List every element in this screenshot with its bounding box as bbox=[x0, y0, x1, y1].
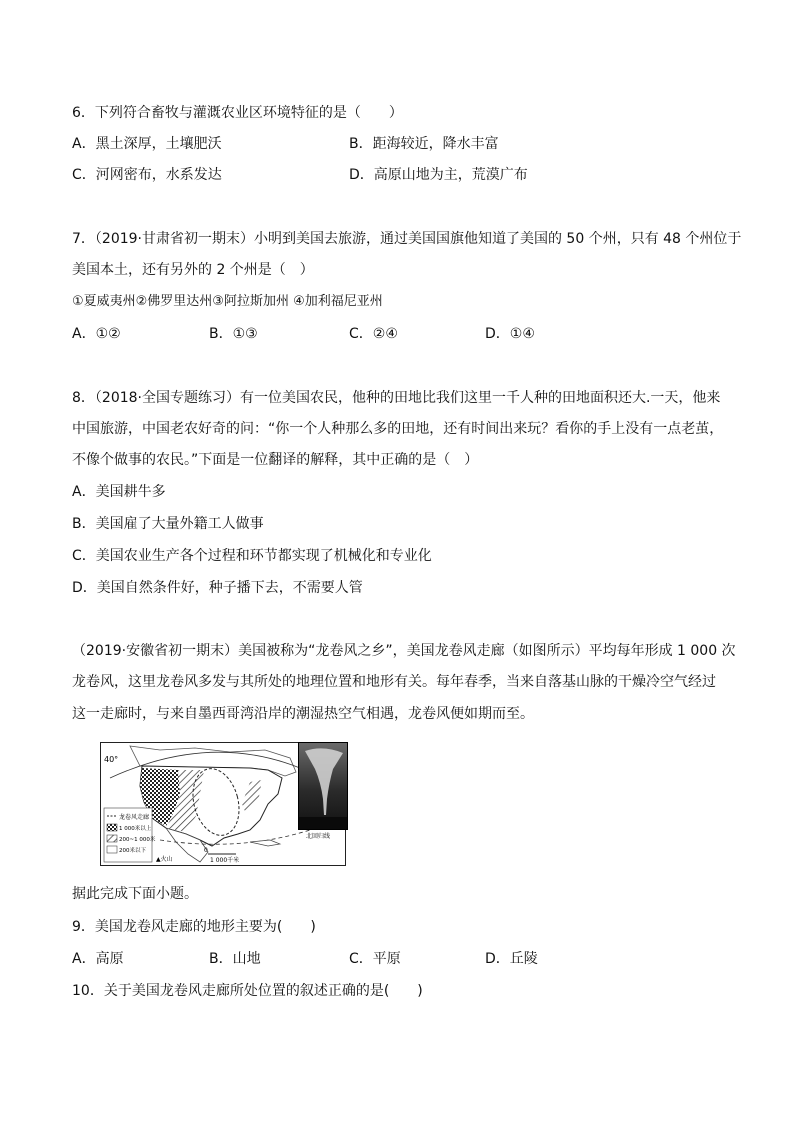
legend-swatch-low bbox=[107, 846, 117, 853]
legend-swatch-mid bbox=[107, 835, 117, 842]
legend-high: 1 000米以上 bbox=[119, 826, 152, 832]
q6-option-c: C．河网密布，水系发达 bbox=[72, 167, 222, 183]
q7-option-b: B．①③ bbox=[209, 326, 258, 342]
q7-stem-line1: 7．（2019·甘肃省初一期末）小明到美国去旅游，通过美国国旗他知道了美国的 50 个州，只有 48 个州位于 bbox=[72, 231, 742, 247]
legend-low: 200米以下 bbox=[119, 848, 146, 854]
q6-option-a: A．黑土深厚，土壤肥沃 bbox=[72, 136, 222, 152]
scale-label: 1 000千米 bbox=[210, 857, 240, 864]
tornado-photo bbox=[298, 742, 348, 830]
q9-stem: 9．美国龙卷风走廊的地形主要为( ) bbox=[72, 919, 316, 935]
q8-option-b: B．美国雇了大量外籍工人做事 bbox=[72, 516, 264, 532]
q8-option-d: D．美国自然条件好，种子播下去，不需要人管 bbox=[72, 580, 363, 596]
legend-mid: 200~1 000米 bbox=[119, 837, 156, 843]
tropic-label: 北回归线 bbox=[306, 833, 331, 840]
q7-choices: ①夏威夷州②佛罗里达州③阿拉斯加州 ④加利福尼亚州 bbox=[72, 294, 383, 309]
q6-option-b: B．距海较近，降水丰富 bbox=[349, 136, 499, 152]
q8-stem-line3: 不像个做事的农民。”下面是一位翻译的解释，其中正确的是（ ） bbox=[72, 452, 479, 468]
q7-stem-line2: 美国本土，还有另外的 2 个州是（ ） bbox=[72, 262, 314, 278]
passage-line2: 龙卷风，这里龙卷风多发与其所处的地理位置和地形有关。每年春季，当来自落基山脉的干燥冷空气经过 bbox=[72, 674, 716, 690]
q6-option-d: D．高原山地为主，荒漠广布 bbox=[349, 167, 528, 183]
volcano-label: ▲火山 bbox=[156, 856, 173, 863]
scale-zero: 0 bbox=[204, 847, 208, 854]
instruction: 据此完成下面小题。 bbox=[72, 886, 198, 902]
q6-stem: 6．下列符合畜牧与灌溉农业区环境特征的是（ ） bbox=[72, 105, 403, 121]
q9-option-d: D．丘陵 bbox=[485, 951, 538, 967]
q8-option-a: A．美国耕牛多 bbox=[72, 484, 166, 500]
q9-option-c: C．平原 bbox=[349, 951, 401, 967]
legend-swatch-high bbox=[107, 824, 117, 831]
legend-title: 龙卷风走廊 bbox=[119, 814, 150, 821]
passage-line3: 这一走廊时，与来自墨西哥湾沿岸的潮湿热空气相遇，龙卷风便如期而至。 bbox=[72, 706, 534, 722]
lat-label: 40° bbox=[104, 755, 119, 764]
q8-option-c: C．美国农业生产各个过程和环节都实现了机械化和专业化 bbox=[72, 548, 432, 564]
tornado-funnel-icon bbox=[299, 743, 347, 829]
passage-line1: （2019·安徽省初一期末）美国被称为“龙卷风之乡”，美国龙卷风走廊（如图所示）平均每年形成 1 000 次 bbox=[72, 643, 736, 659]
q9-option-a: A．高原 bbox=[72, 951, 124, 967]
q9-option-b: B．山地 bbox=[209, 951, 261, 967]
q7-option-c: C．②④ bbox=[349, 326, 398, 342]
q8-stem-line2: 中国旅游，中国老农好奇的问：“你一个人种那么多的田地，还有时间出来玩？看你的手上没有一点老茧， bbox=[72, 421, 724, 437]
q10-stem: 10．关于美国龙卷风走廊所处位置的叙述正确的是( ) bbox=[72, 983, 423, 999]
q7-option-a: A．①② bbox=[72, 326, 121, 342]
q8-stem-line1: 8．（2018·全国专题练习）有一位美国农民，他种的田地比我们这里一千人种的田地面积还大.一天，他来 bbox=[72, 390, 721, 406]
q7-option-d: D．①④ bbox=[485, 326, 535, 342]
